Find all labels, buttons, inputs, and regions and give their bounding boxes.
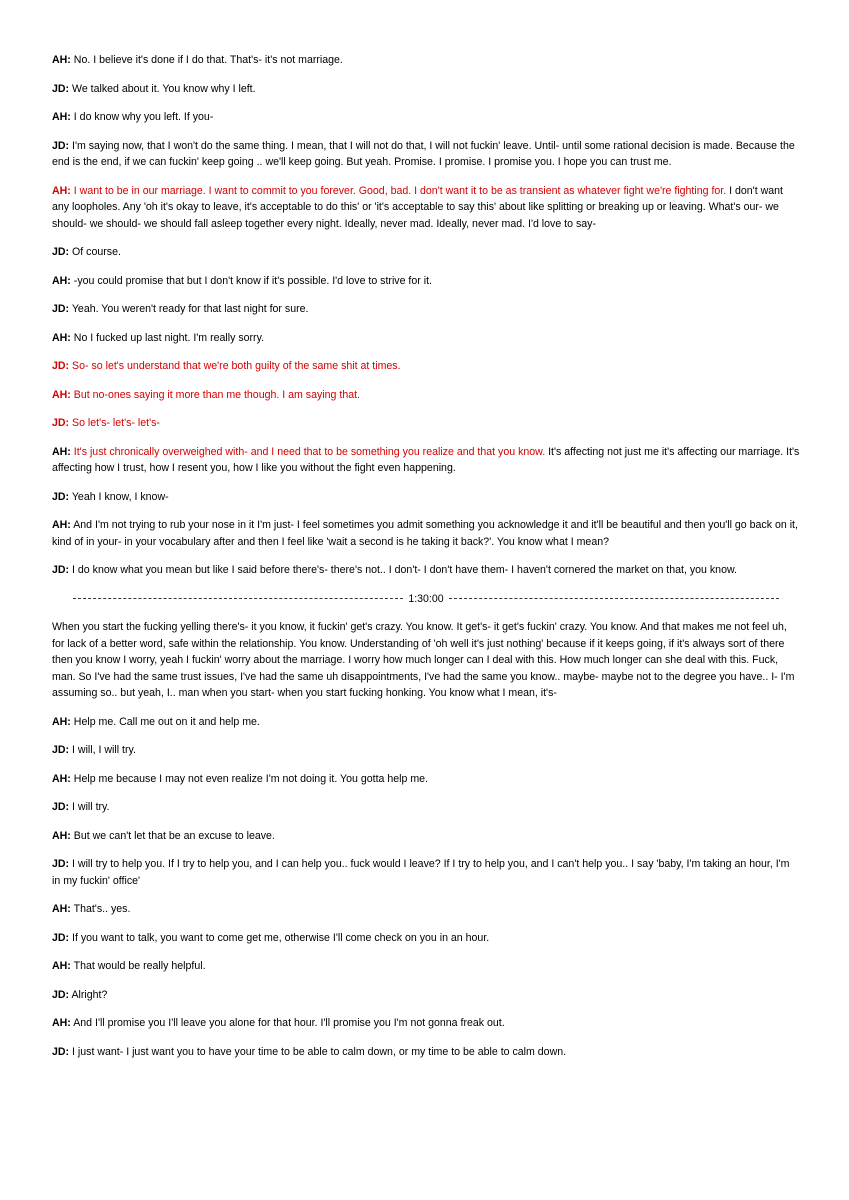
speaker-label: JD:: [52, 801, 70, 813]
speaker-label: AH:: [52, 331, 71, 344]
dialogue-text: If you want to talk, you want to come get me, otherwise I'll come check on you in an hour.: [72, 931, 490, 944]
transcript-paragraph: [52, 244, 800, 261]
transcript-paragraph: [52, 415, 800, 432]
timestamp-divider: [52, 591, 800, 608]
speaker-label: JD:: [52, 1045, 70, 1058]
dialogue-text: Yeah. You weren't ready for that last night for sure.: [71, 303, 309, 315]
transcript-paragraph: [52, 1044, 800, 1061]
transcript-paragraph: [52, 444, 800, 477]
transcript-paragraph: [52, 562, 800, 579]
dialogue-text: When you start the fucking yelling there's- it you know, it fuckin' get's crazy. You know. It get's- it get's fuckin' crazy. You know. And that makes me not feel uh, for lack of a better word, safe within the relationship. You know. Understanding of 'oh well it's just nothing' because if it keeps going, if it's always sort of there then you know I worry, yeah I fuckin' worry about the marriage. I worry how much longer can I deal with this. How much longer can she deal with this. Fuck, man. So I've had the same trust issues, I've had the same uh disappointments, I've had the same you know.. maybe- maybe not to the degree you have.. I- I'm assuming so.. but yeah, I.. man when you start- when you start fucking honking. You know what I mean, it's-: [52, 621, 795, 699]
transcript-paragraph: [52, 273, 800, 290]
dialogue-text: That's.. yes.: [73, 903, 131, 915]
transcript-paragraph: [52, 799, 800, 816]
speaker-label: AH:: [52, 388, 71, 401]
transcript-paragraph: [52, 52, 800, 69]
speaker-label: AH:: [52, 111, 71, 123]
highlighted-dialogue-text: I want to be in our marriage. I want to commit to you forever. Good, bad. I don't want it to be as transient as whatever fight we're fighting for.: [73, 184, 727, 197]
speaker-label: AH:: [52, 274, 71, 287]
transcript-section-after: [52, 619, 800, 1060]
highlighted-dialogue-text: So- so let's understand that we're both guilty of the same shit at times.: [72, 360, 401, 372]
dialogue-text: Alright?: [71, 988, 108, 1001]
highlighted-dialogue-text: It's just chronically overweighed with- and I need that to be something you realize and that you know.: [73, 445, 546, 458]
dialogue-text: Help me. Call me out on it and help me.: [73, 715, 260, 728]
speaker-label: JD:: [52, 417, 70, 429]
speaker-label: AH:: [52, 715, 71, 728]
speaker-label: AH:: [52, 184, 71, 197]
dialogue-text: We talked about it. You know why I left.: [72, 82, 256, 95]
speaker-label: JD:: [52, 303, 70, 315]
transcript-paragraph: [52, 109, 800, 126]
transcript-document: [52, 52, 800, 1072]
dialogue-text: No I fucked up last night. I'm really sorry.: [73, 331, 265, 344]
speaker-label: JD:: [52, 360, 70, 372]
speaker-label: AH:: [52, 829, 71, 842]
transcript-paragraph: [52, 387, 800, 404]
dialogue-text: I don't want any loopholes. Any 'oh it's okay to leave, it's acceptable to do this' or 'it's acceptable to say this' about like splitting or breaking up or leaving. What's our- we should- we should- we should fall asleep together every night. Ideally, never mad. Ideally, never mad. I'd love to say-: [52, 184, 783, 230]
speaker-label: AH:: [52, 903, 71, 915]
transcript-paragraph: [52, 183, 800, 233]
speaker-label: AH:: [52, 772, 71, 785]
transcript-paragraph: [52, 958, 800, 975]
dialogue-text: I do know why you left. If you-: [73, 111, 214, 123]
transcript-paragraph: [52, 301, 800, 318]
speaker-label: JD:: [52, 490, 70, 503]
transcript-paragraph: [52, 714, 800, 731]
dialogue-text: It's affecting not just me it's affecting our marriage. It's affecting how I trust, how I resent you, how I like you without the fight even happening.: [52, 445, 800, 474]
speaker-label: JD:: [52, 139, 70, 152]
speaker-label: JD:: [52, 931, 70, 944]
dialogue-text: Of course.: [72, 246, 121, 258]
transcript-paragraph: [52, 81, 800, 98]
dialogue-text: -you could promise that but I don't know if it's possible. I'd love to strive for it.: [73, 274, 432, 287]
transcript-paragraph: [52, 489, 800, 506]
transcript-paragraph: [52, 901, 800, 918]
speaker-label: AH:: [52, 519, 71, 531]
dialogue-text: I will try to help you. If I try to help you, and I can help you.. fuck would I leave? If I try to help you, and I can't help you.. I say 'baby, I'm taking an hour, I'm in my fuckin' office': [52, 858, 790, 887]
transcript-paragraph: [52, 517, 800, 550]
dialogue-text: I just want- I just want you to have your time to be able to calm down, or my time to be able to calm down.: [72, 1045, 567, 1058]
speaker-label: AH:: [52, 1017, 71, 1029]
speaker-label: JD:: [52, 858, 70, 870]
transcript-paragraph: [52, 1015, 800, 1032]
transcript-paragraph: [52, 856, 800, 889]
dialogue-text: I do know what you mean but like I said before there's- there's not.. I don't- I don't have them- I haven't cornered the market on that, you know.: [72, 564, 737, 576]
speaker-label: AH:: [52, 960, 71, 972]
speaker-label: JD:: [52, 564, 70, 576]
dialogue-text: And I'm not trying to rub your nose in it I'm just- I feel sometimes you admit something you acknowledge it and it'll be beautiful and then you'll go back on it, kind of in your- in your vocabulary after and then I feel like 'wait a second is he taking it back?'. You know what I mean?: [52, 519, 798, 548]
dialogue-text: I will, I will try.: [72, 744, 136, 756]
dialogue-text: Help me because I may not even realize I'm not doing it. You gotta help me.: [73, 772, 428, 785]
transcript-paragraph: [52, 930, 800, 947]
dialogue-text: Yeah I know, I know-: [71, 490, 169, 503]
timestamp-label: 1:30:00: [408, 592, 444, 605]
transcript-paragraph: [52, 619, 800, 702]
divider-line-right: [449, 598, 779, 599]
transcript-paragraph: [52, 138, 800, 171]
speaker-label: AH:: [52, 445, 71, 458]
speaker-label: JD:: [52, 988, 70, 1001]
transcript-paragraph: [52, 828, 800, 845]
highlighted-dialogue-text: So let's- let's- let's-: [72, 417, 160, 429]
speaker-label: JD:: [52, 82, 70, 95]
transcript-paragraph: [52, 987, 800, 1004]
dialogue-text: No. I believe it's done if I do that. That's- it's not marriage.: [73, 54, 343, 66]
speaker-label: AH:: [52, 54, 71, 66]
dialogue-text: And I'll promise you I'll leave you alone for that hour. I'll promise you I'm not gonna freak out.: [73, 1017, 505, 1029]
highlighted-dialogue-text: But no-ones saying it more than me though. I am saying that.: [73, 388, 360, 401]
dialogue-text: But we can't let that be an excuse to leave.: [73, 829, 275, 842]
transcript-paragraph: [52, 771, 800, 788]
transcript-section-before: [52, 52, 800, 579]
transcript-paragraph: [52, 330, 800, 347]
transcript-paragraph: [52, 742, 800, 759]
transcript-paragraph: [52, 358, 800, 375]
dialogue-text: I'm saying now, that I won't do the same thing. I mean, that I will not do that, I will not fuckin' leave. Until- until some rational decision is made. Because the end is the end, if we can fuckin' keep going .. we'll keep going. But yeah. Promise. I promise. I promise you. I hope you can trust me.: [52, 139, 795, 168]
dialogue-text: I will try.: [72, 801, 110, 813]
speaker-label: JD:: [52, 246, 70, 258]
speaker-label: JD:: [52, 744, 70, 756]
dialogue-text: That would be really helpful.: [73, 960, 206, 972]
divider-line-left: [73, 598, 403, 599]
